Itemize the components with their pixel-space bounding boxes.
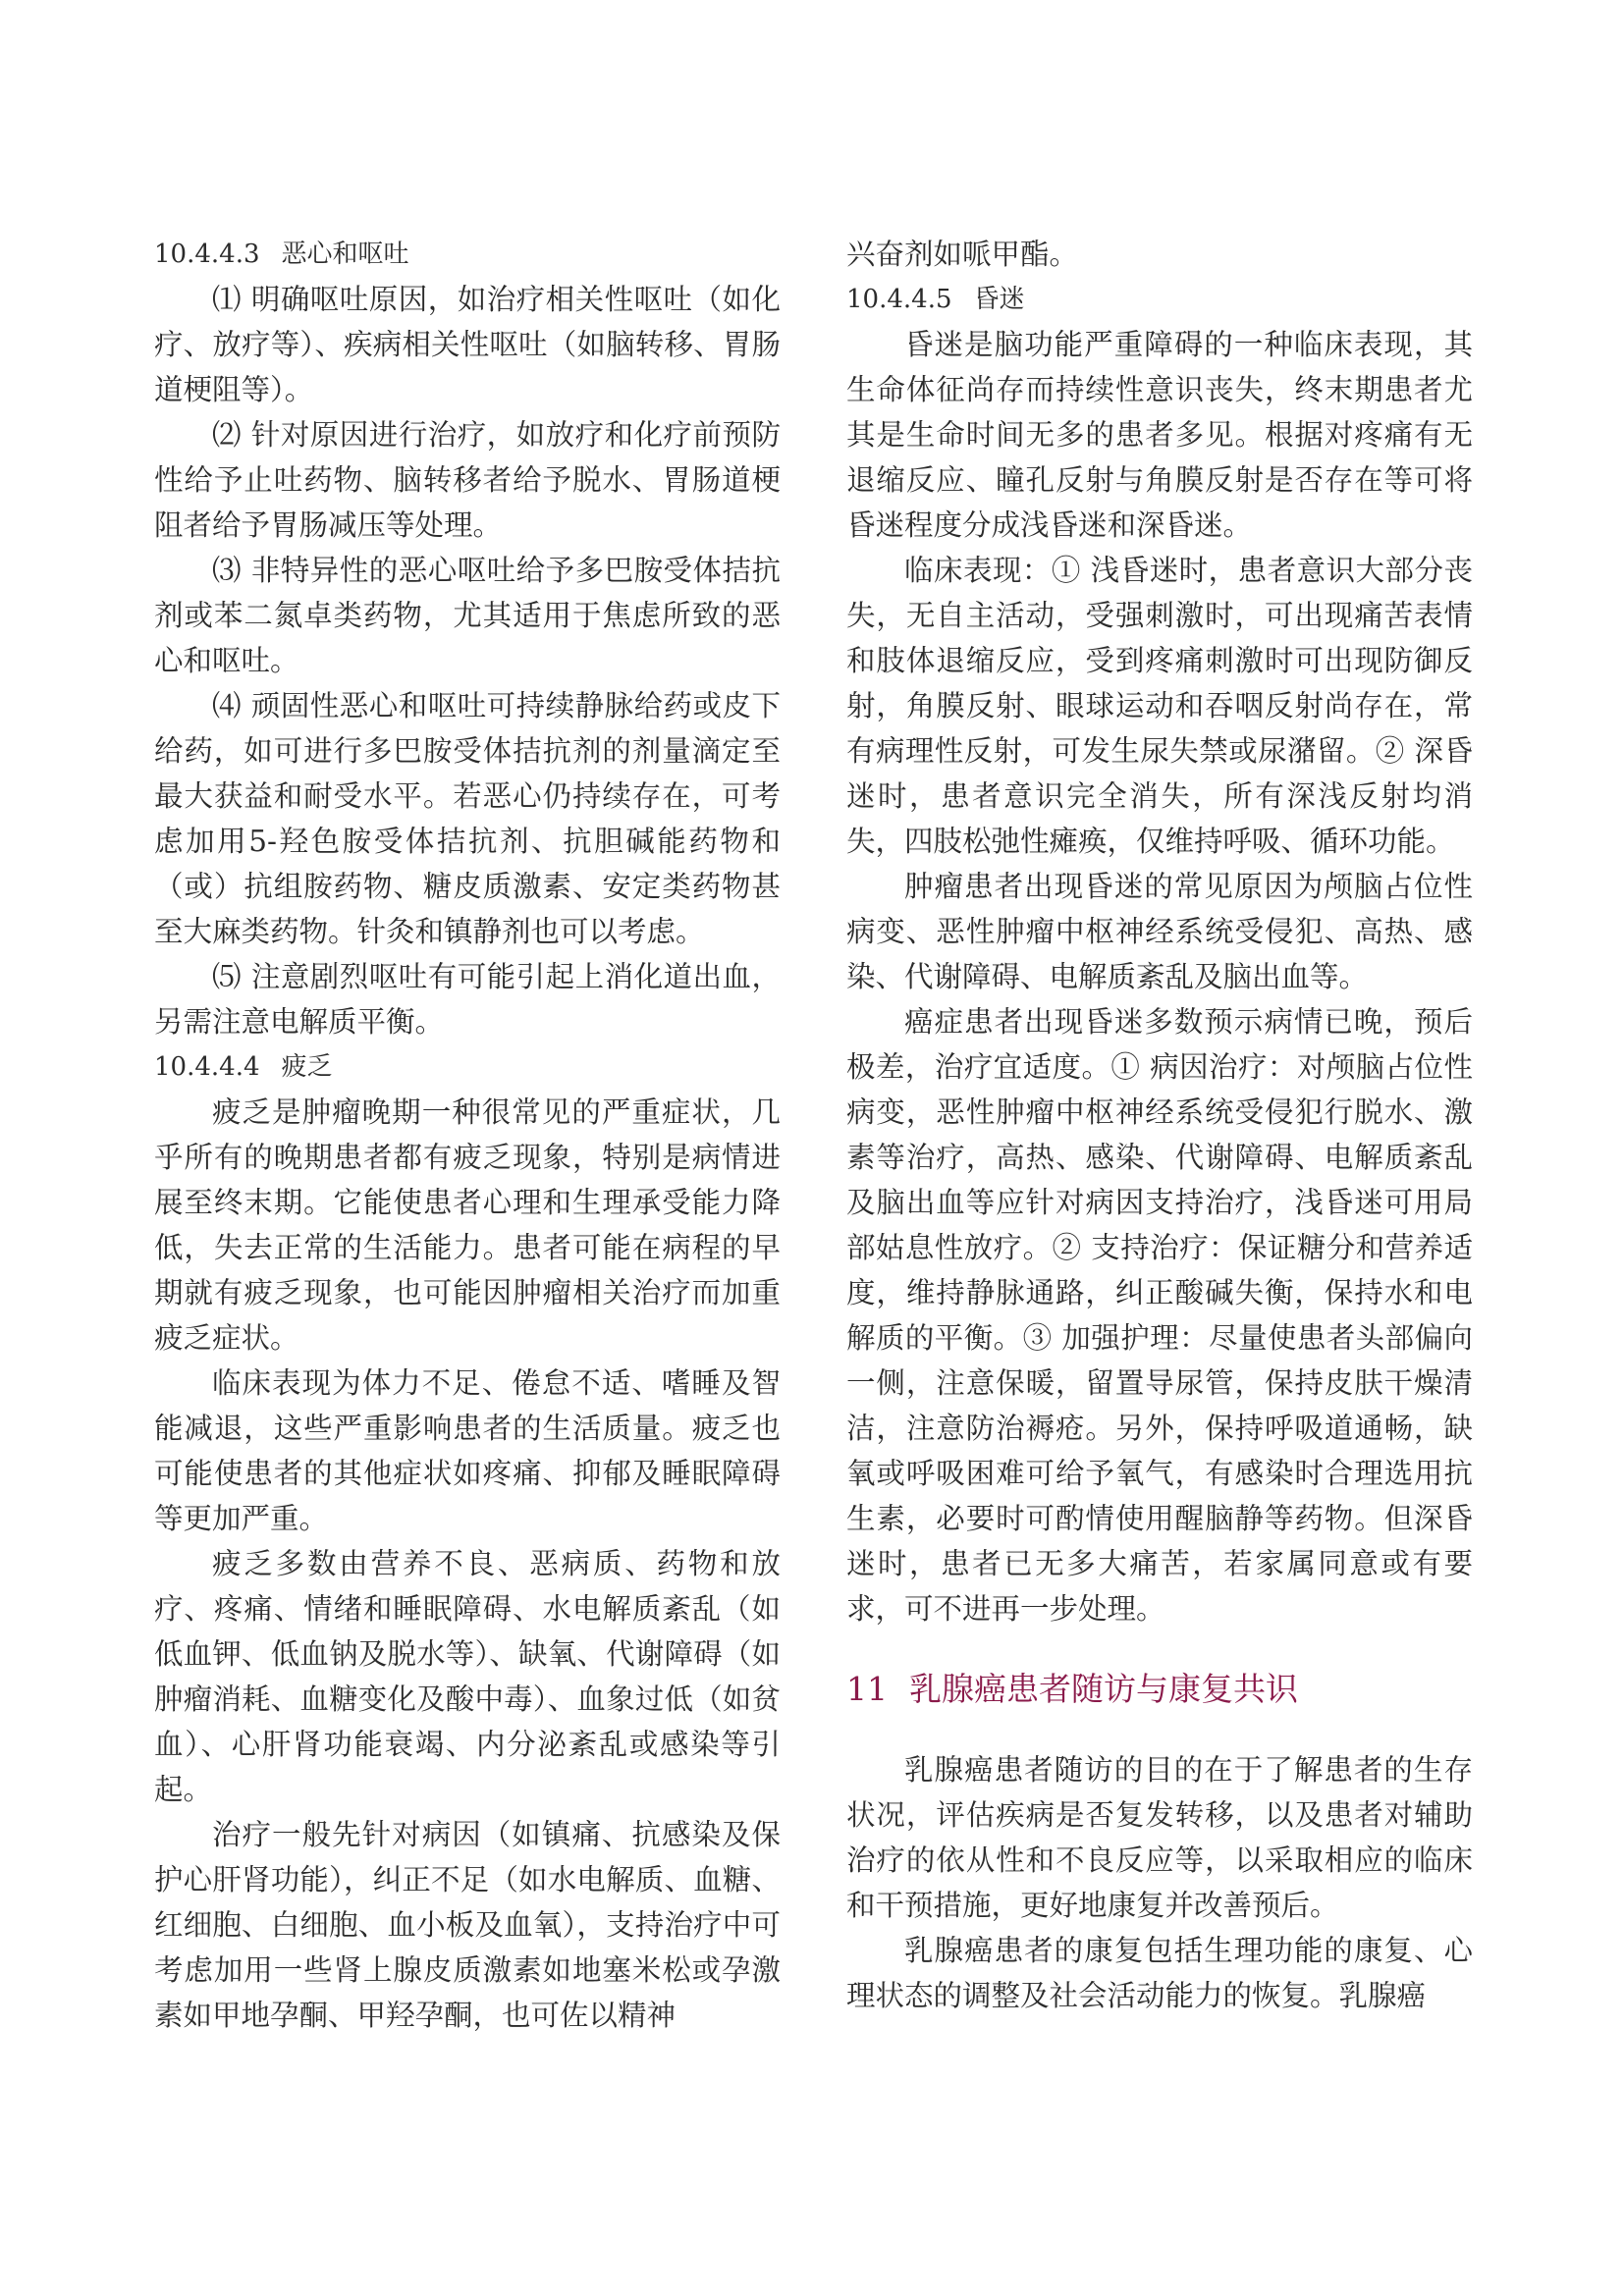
subsection-heading-10-4-4-3 xyxy=(154,232,781,277)
heading-title: 昏迷 xyxy=(973,285,1025,314)
section-title-11 xyxy=(846,1667,1473,1712)
paragraph: ⑴ 明确呕吐原因，如治疗相关性呕吐（如化疗、放疗等）、疾病相关性呕吐（如脑转移、胃肠道梗阻等）。 xyxy=(154,283,781,406)
paragraph: 疲乏多数由营养不良、恶病质、药物和放疗、疼痛、情绪和睡眠障碍、水电解质紊乱（如低血钾、低血钠及脱水等）、缺氧、代谢障碍（如肿瘤消耗、血糖变化及酸中毒）、血象过低（如贫血）、心肝肾功能衰竭、内分泌紊乱或感染等引起。 xyxy=(154,1547,781,1806)
section-title-text: 乳腺癌患者随访与康复共识 xyxy=(909,1670,1298,1708)
paragraph: ⑷ 顽固性恶心和呕吐可持续静脉给药或皮下给药，如可进行多巴胺受体拮抗剂的剂量滴定至最大获益和耐受水平。若恶心仍持续存在，可考虑加用5-羟色胺受体拮抗剂、抗胆碱能药物和（或）抗组胺药物、糖皮质激素、安定类药物甚至大麻类药物。针灸和镇静剂也可以考虑。 xyxy=(154,689,781,948)
paragraph: 癌症患者出现昏迷多数预示病情已晚，预后极差，治疗宜适度。① 病因治疗：对颅脑占位性病变，恶性肿瘤中枢神经系统受侵犯行脱水、激素等治疗，高热、感染、代谢障碍、电解质紊乱及脑出血等应针对病因支持治疗，浅昏迷可用局部姑息性放疗。② 支持治疗：保证糖分和营养适度，维持静脉通路，纠正酸碱失衡，保持水和电解质的平衡。③ 加强护理：尽量使患者头部偏向一侧，注意保暖，留置导尿管，保持皮肤干燥清洁，注意防治褥疮。另外，保持呼吸道通畅，缺氧或呼吸困难可给予氧气，有感染时合理选用抗生素，必要时可酌情使用醒脑静等药物。但深昏迷时，患者已无多大痛苦，若家属同意或有要求，可不进再一步处理。 xyxy=(846,1005,1473,1626)
paragraph: 疲乏是肿瘤晚期一种很常见的严重症状，几乎所有的晚期患者都有疲乏现象，特别是病情进展至终末期。它能使患者心理和生理承受能力降低，失去正常的生活能力。患者可能在病程的早期就有疲乏现象，也可能因肿瘤相关治疗而加重疲乏症状。 xyxy=(154,1095,781,1355)
paragraph: 昏迷是脑功能严重障碍的一种临床表现，其生命体征尚存而持续性意识丧失，终末期患者尤其是生命时间无多的患者多见。根据对疼痛有无退缩反应、瞳孔反射与角膜反射是否存在等可将昏迷程度分成浅昏迷和深昏迷。 xyxy=(846,328,1473,542)
heading-title: 疲乏 xyxy=(281,1052,333,1082)
paragraph: ⑸ 注意剧烈呕吐有可能引起上消化道出血，另需注意电解质平衡。 xyxy=(154,960,781,1039)
heading-title: 恶心和呕吐 xyxy=(281,240,409,269)
paragraph: 临床表现为体力不足、倦怠不适、嗜睡及智能减退，这些严重影响患者的生活质量。疲乏也可能使患者的其他症状如疼痛、抑郁及睡眠障碍等更加严重。 xyxy=(154,1366,781,1535)
right-column xyxy=(846,232,1473,2018)
paragraph: 乳腺癌患者随访的目的在于了解患者的生存状况，评估疾病是否复发转移，以及患者对辅助治疗的依从性和不良反应等，以采取相应的临床和干预措施，更好地康复并改善预后。 xyxy=(846,1753,1473,1922)
paragraph: 乳腺癌患者的康复包括生理功能的康复、心理状态的调整及社会活动能力的恢复。乳腺癌 xyxy=(846,1934,1473,2012)
heading-number: 10.4.4.4 xyxy=(154,1052,260,1082)
paragraph-continued: 兴奋剂如哌甲酯。 xyxy=(846,238,1079,271)
paragraph: ⑶ 非特异性的恶心呕吐给予多巴胺受体拮抗剂或苯二氮卓类药物，尤其适用于焦虑所致的恶心和呕吐。 xyxy=(154,554,781,677)
section-number: 11 xyxy=(846,1670,888,1708)
paragraph: 临床表现：① 浅昏迷时，患者意识大部分丧失，无自主活动，受强刺激时，可出现痛苦表情和肢体退缩反应，受到疼痛刺激时可出现防御反射，角膜反射、眼球运动和吞咽反射尚存在，常有病理性反射，可发生尿失禁或尿潴留。② 深昏迷时，患者意识完全消失，所有深浅反射均消失，四肢松弛性瘫痪，仅维持呼吸、循环功能。 xyxy=(846,554,1473,858)
heading-number: 10.4.4.5 xyxy=(846,285,952,314)
paragraph: ⑵ 针对原因进行治疗，如放疗和化疗前预防性给予止吐药物、脑转移者给予脱水、胃肠道梗阻者给予胃肠减压等处理。 xyxy=(154,418,781,542)
paragraph: 治疗一般先针对病因（如镇痛、抗感染及保护心肝肾功能），纠正不足（如水电解质、血糖、红细胞、白细胞、血小板及血氧），支持治疗中可考虑加用一些肾上腺皮质激素如地塞米松或孕激素如甲地孕酮、甲羟孕酮，也可佐以精神 xyxy=(154,1818,781,2032)
subsection-heading-10-4-4-5 xyxy=(846,277,1473,322)
paragraph: 肿瘤患者出现昏迷的常见原因为颅脑占位性病变、恶性肿瘤中枢神经系统受侵犯、高热、感染、代谢障碍、电解质紊乱及脑出血等。 xyxy=(846,870,1473,993)
subsection-heading-10-4-4-4 xyxy=(154,1044,781,1090)
left-column xyxy=(154,232,781,2038)
heading-number: 10.4.4.3 xyxy=(154,240,260,269)
